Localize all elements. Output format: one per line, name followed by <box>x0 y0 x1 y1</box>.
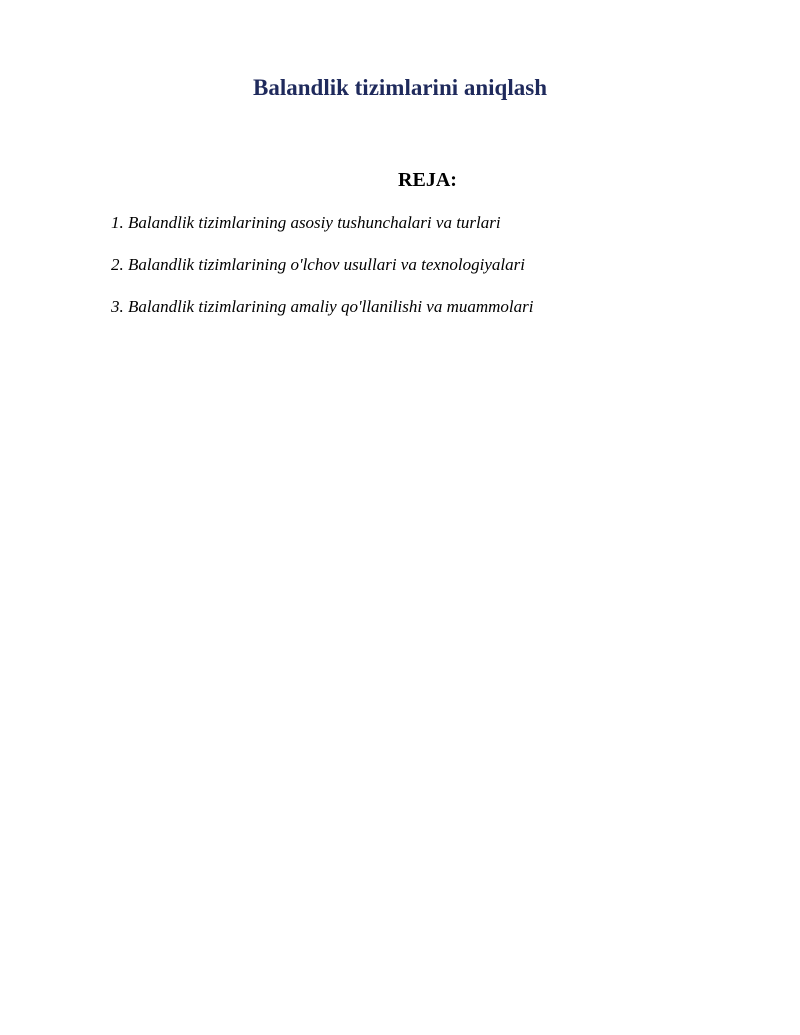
plan-item-3: 3. Balandlik tizimlarining amaliy qo'llanilishi va muammolari <box>111 297 534 316</box>
plan-heading: REJA: <box>398 169 457 191</box>
plan-list <box>111 211 761 337</box>
plan-item-1: 1. Balandlik tizimlarining asosiy tushunchalari va turlari <box>111 213 501 232</box>
document-title: Balandlik tizimlarini aniqlash <box>253 75 547 100</box>
plan-item-2: 2. Balandlik tizimlarining o'lchov usullari va texnologiyalari <box>111 255 525 274</box>
